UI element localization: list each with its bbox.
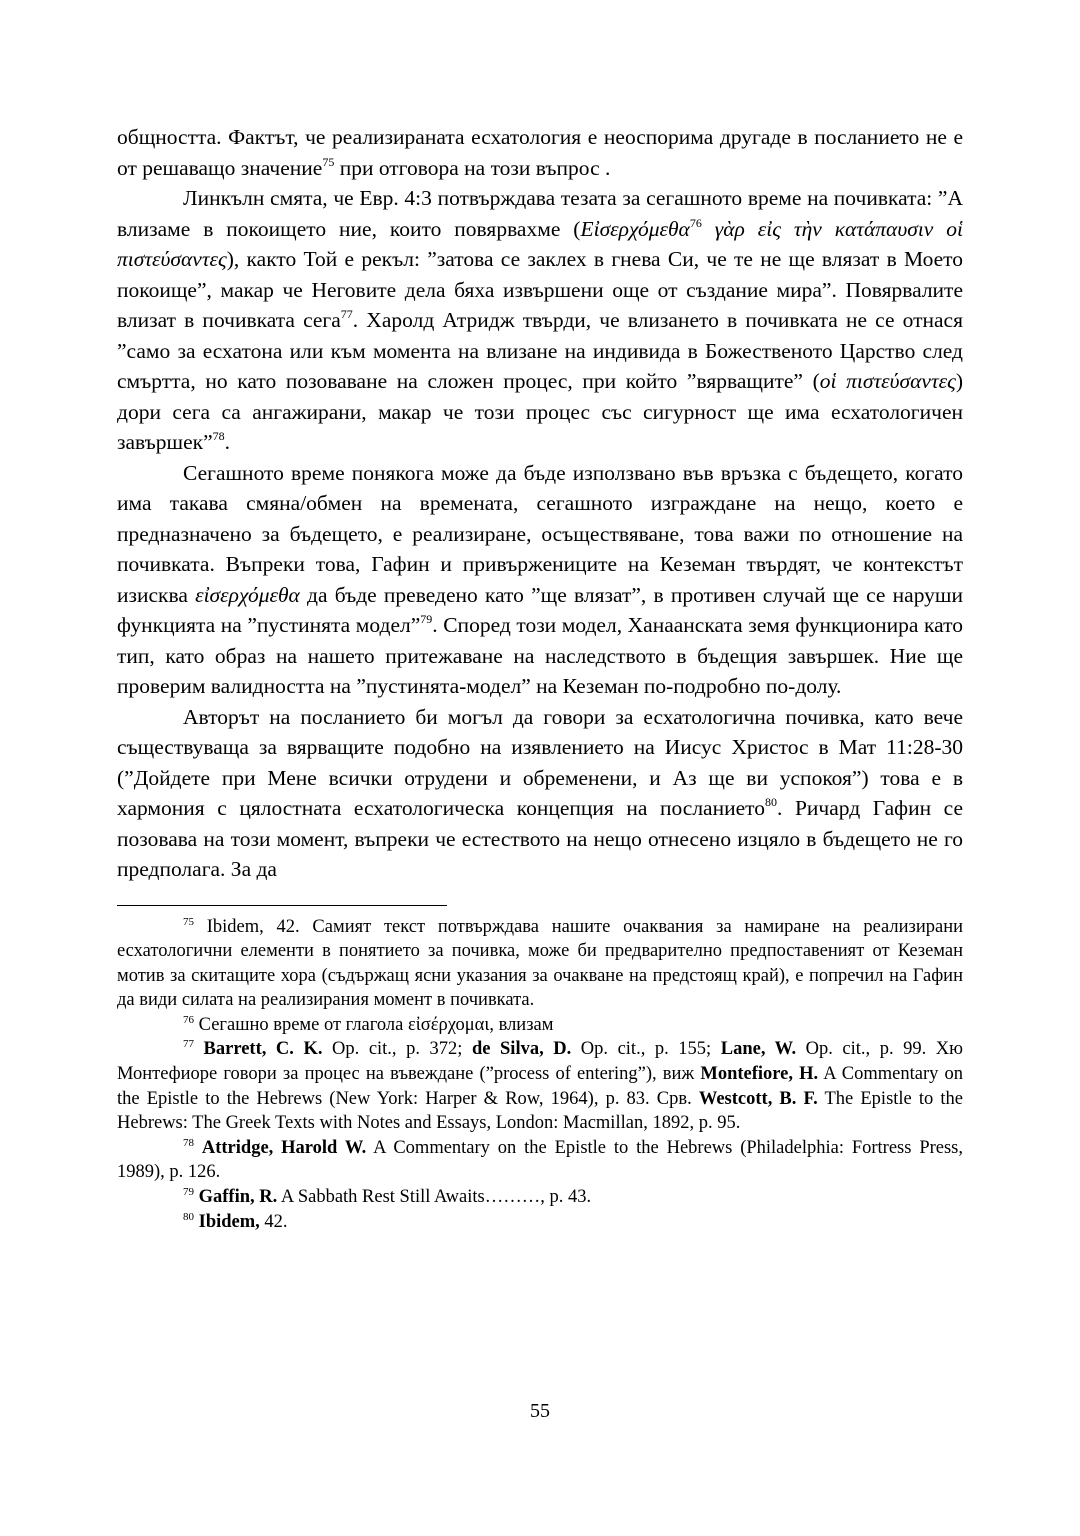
footnote-text: Op. cit., p. 99. Хю Монтефиоре говори за процес на въвеждане (”process of entering”), виж xyxy=(117,1039,963,1085)
author-name: Ibidem, xyxy=(198,1211,260,1232)
text-run: Линкълн смята, че Евр. 4:3 потвърждава тезата за сегашното време на почивката: ”А влизаме в покоището ние, които повярвахме ( xyxy=(117,186,963,241)
author-name: Westcott, B. F. xyxy=(698,1088,818,1109)
footnote-ref-77: 77 xyxy=(340,307,353,321)
author-name: Attridge, Harold W. xyxy=(201,1137,367,1158)
paragraph-1 xyxy=(117,122,963,183)
text-run: Авторът на посланието би могъл да говори за есхатологична почивка, като вече съществуваща за вярващите подобно на изявлението на Иисус Христос в Мат 11:28-30 (”Дойдете при Мене всички отрудени и обременени, и Аз ще ви успокоя”) това е в хармония с цялостната есхатологическа концепция на посланието xyxy=(117,704,963,820)
footnote-text: The Epistle to the Hebrews: The Greek Texts with Notes and Essays, London: Macmillan, 1892, p. 95. xyxy=(117,1088,963,1134)
footnote-text: Op. cit., p. 372; xyxy=(322,1039,472,1060)
author-name: de Silva, D. xyxy=(471,1039,572,1060)
text-run: ) дори сега са ангажирани, макар че този процес със сигурност ще има есхатологичен завършек” xyxy=(117,369,964,454)
footnote-separator xyxy=(117,905,447,906)
author-name: Montefiore, H. xyxy=(700,1064,819,1085)
footnote-77 xyxy=(117,1037,963,1135)
greek-text: γὰρ εἰς τὴν κατάπαυσιν οἱ πιστεύσαντες xyxy=(117,216,963,271)
footnote-76 xyxy=(117,1013,963,1038)
text-run: ), както Той е рекъл: ”затова се заклех в гнева Си, че те не ще влязат в Моето покоище”, макар че Неговите дела бяха извършени още от създание мира”. Повярвалите влизат в почивката сега xyxy=(117,247,963,332)
footnote-ref-75: 75 xyxy=(322,154,335,169)
author-name: Gaffin, R. xyxy=(198,1187,278,1208)
page-number: 55 xyxy=(530,1400,550,1422)
text-run: . Харолд Атридж твърди, че влизането в почивката не се отнася ”само за есхатона или към момента на влизане на индивида в Божественото Царство след смъртта, но като позоваване на сложен процес, при който ”вярващите” ( xyxy=(117,308,963,393)
footnotes xyxy=(117,915,963,1235)
footnote-80 xyxy=(117,1210,963,1235)
greek-text: Εἰσερχόμεθα xyxy=(580,216,690,241)
text-run: общността. Фактът, че реализираната есхатология е неоспорима другаде в посланието не е от решаващо значение xyxy=(117,125,963,180)
paragraph-2 xyxy=(117,183,963,458)
footnote-number: 80 xyxy=(183,1210,194,1223)
footnote-text: 42. xyxy=(259,1211,288,1232)
text-run: . xyxy=(224,430,230,454)
greek-text: οἱ πιστεύσαντες xyxy=(819,369,956,393)
text-run: Сегашното време понякога може да бъде използвано във връзка с бъдещето, когато има такава смяна/обмен на времената, сегашното изграждане на нещо, което е предназначено за бъдещето, е реализиране, осъществяване, това важи по отношение на почивката. Въпреки това, Гафин и привържениците на Кеземан твърдят, че контекстът изисква xyxy=(117,460,963,607)
text-run: да бъде преведено като ”ще влязат”, в противен случай ще се наруши функцията на ”пустинята модел” xyxy=(117,582,963,637)
paragraph-4 xyxy=(117,702,963,885)
footnote-78 xyxy=(117,1136,963,1185)
footnote-number: 79 xyxy=(183,1186,194,1199)
footnote-text: A Commentary on the Epistle to the Hebrews (Philadelphia: Fortress Press, 1989), p. 126. xyxy=(117,1137,964,1183)
text-run: . Според този модел, Ханаанската земя функционира като тип, като образ на нашето притежаване на наследството в бъдещия завършек. Ние ще проверим валидността на ”пустинята-модел” на Кеземан по-подробно по-долу. xyxy=(117,613,964,698)
footnote-ref-76: 76 xyxy=(689,215,702,230)
footnote-text: A Sabbath Rest Still Awaits………, p. 43. xyxy=(277,1187,592,1208)
footnote-text: A Commentary on the Epistle to the Hebrews (New York: Harper & Row, 1964), p. 83. Срв. xyxy=(117,1064,963,1109)
author-name: Barrett, C. K. xyxy=(203,1039,323,1060)
footnote-text: Сегашно време от глагола εἰσέρχομαι, влизам xyxy=(194,1014,554,1035)
paragraph-3 xyxy=(117,458,963,702)
author-name: Lane, W. xyxy=(720,1039,797,1060)
footnote-75 xyxy=(117,915,963,1013)
footnote-ref-80: 80 xyxy=(765,795,778,809)
footnote-number: 78 xyxy=(183,1136,194,1149)
footnote-text: Op. cit., p. 155; xyxy=(571,1039,721,1060)
footnote-ref-79: 79 xyxy=(420,612,433,626)
footnote-number: 75 xyxy=(183,915,194,928)
footnote-number: 76 xyxy=(183,1013,194,1026)
text-run: при отговора на този въпрос . xyxy=(334,155,611,180)
body-text xyxy=(117,122,963,885)
footnote-number: 77 xyxy=(183,1038,194,1051)
greek-text: εἰσερχόμεθα xyxy=(195,582,300,607)
footnote-text: Ibidem, 42. Самият текст потвърждава нашите очаквания за намиране на реализирани есхатологични елементи в понятието за почивка, може би предварително предпоставеният от Кеземан мотив за скитащите хора (съдържащ ясни указания за очакване на предстоящ край), е попречил на Гафин да види силата на реализирания момент в почивката. xyxy=(117,916,963,1011)
document-page xyxy=(117,122,963,1234)
text-run: . Ричард Гафин се позовава на този момент, въпреки че естеството на нещо отнесено изцяло в бъдещето не го предполага. За да xyxy=(117,796,964,881)
footnote-ref-78: 78 xyxy=(212,429,225,443)
footnote-79 xyxy=(117,1185,963,1210)
